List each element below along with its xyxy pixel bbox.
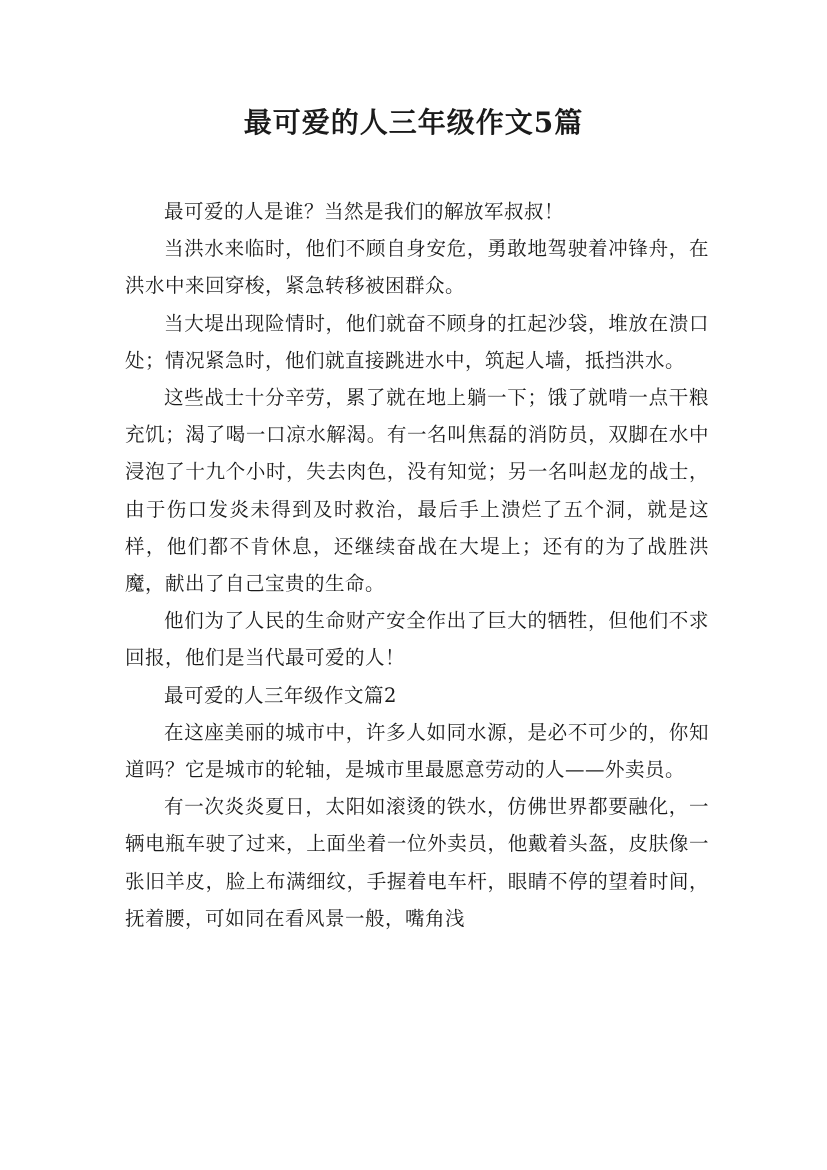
document-title: 最可爱的人三年级作文5篇 [243, 106, 584, 139]
paragraph: 在这座美丽的城市中，许多人如同水源，是必不可少的，你知道吗？它是城市的轮轴，是城市里最愿意劳动的人——外卖员。 [125, 720, 709, 782]
section-heading: 最可爱的人三年级作文篇2 [164, 683, 397, 707]
paragraph: 当大堤出现险情时，他们就奋不顾身的扛起沙袋，堆放在溃口处；情况紧急时，他们就直接跳进水中，筑起人墙，抵挡洪水。 [125, 311, 709, 372]
paragraph: 有一次炎炎夏日，太阳如滚烫的铁水，仿佛世界都要融化，一辆电瓶车驶了过来，上面坐着一位外卖员，他戴着头盔，皮肤像一张旧羊皮，脸上布满细纹，手握着电车杆，眼睛不停的望着时间，抚着腰，可如同在看风景一般，嘴角浅 [125, 795, 709, 930]
paragraph: 他们为了人民的生命财产安全作出了巨大的牺牲，但他们不求回报，他们是当代最可爱的人！ [125, 609, 709, 670]
paragraph: 最可爱的人是谁？当然是我们的解放军叔叔！ [164, 200, 565, 223]
document-body [125, 193, 709, 937]
paragraph: 当洪水来临时，他们不顾自身安危，勇敢地驾驶着冲锋舟，在洪水中来回穿梭，紧急转移被困群众。 [125, 237, 709, 298]
paragraph: 这些战士十分辛劳，累了就在地上躺一下；饿了就啃一点干粮充饥；渴了喝一口凉水解渴。有一名叫焦磊的消防员，双脚在水中浸泡了十九个小时，失去肉色，没有知觉；另一名叫赵龙的战士，由于伤口发炎未得到及时救治，最后手上溃烂了五个洞，就是这样，他们都不肯休息，还继续奋战在大堤上；还有的为了战胜洪魔，献出了自己宝贵的生命。 [125, 386, 709, 596]
